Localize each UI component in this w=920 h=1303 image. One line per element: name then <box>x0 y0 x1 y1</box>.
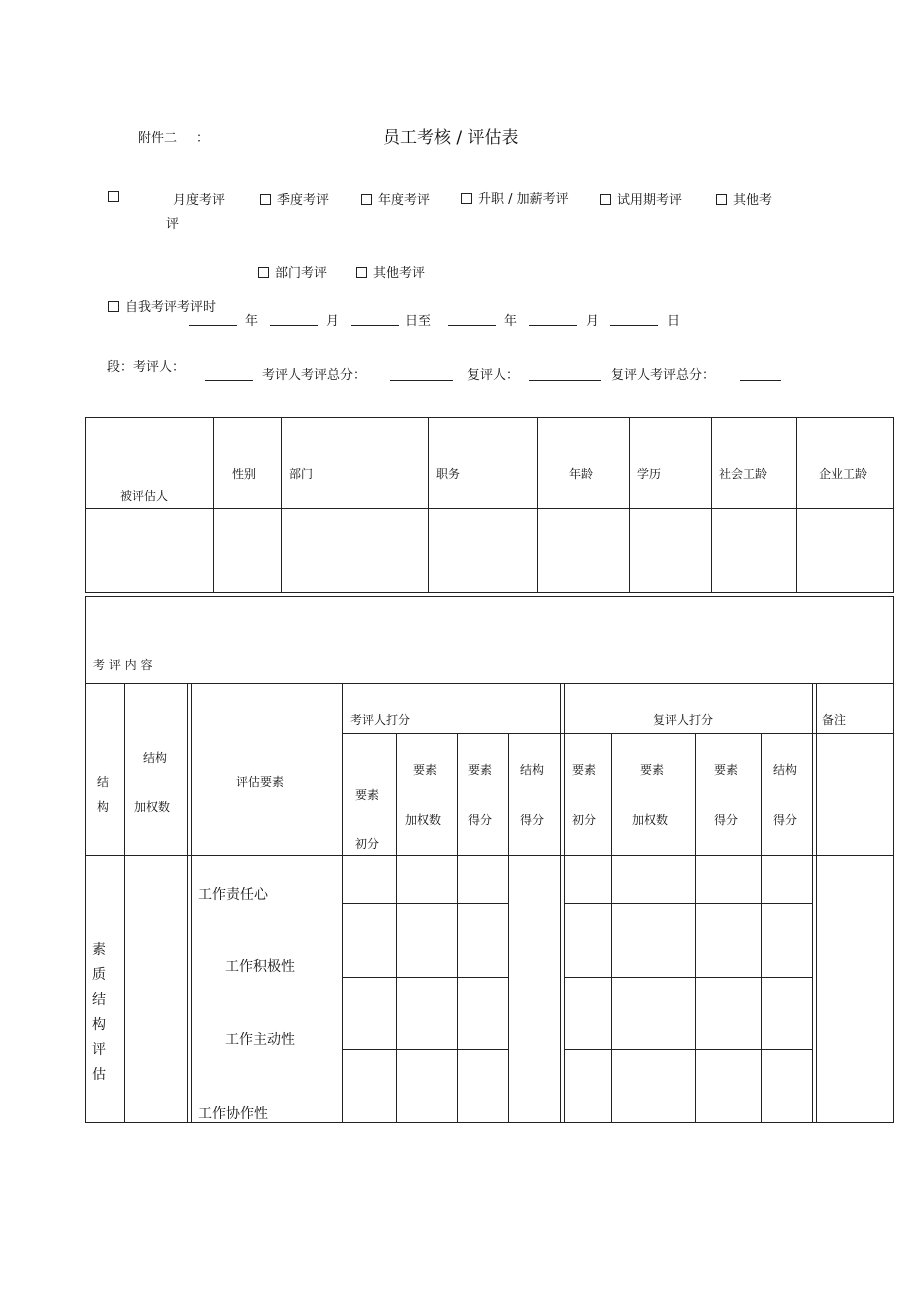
factor-enthusiasm: 工作积极性 <box>225 959 295 975</box>
review-type-self[interactable] <box>108 296 216 315</box>
structure-label-2: 构 <box>97 800 110 814</box>
end-day-label: 日 <box>667 314 681 329</box>
rater-col3-b: 得分 <box>468 813 493 827</box>
recheck-field[interactable] <box>529 380 601 381</box>
review-type-other2-label: 其他考评 <box>373 266 426 281</box>
checkbox-icon <box>361 194 372 205</box>
checkbox-icon <box>461 193 472 204</box>
checkbox-icon <box>356 267 367 278</box>
rater-score-header: 考评人打分 <box>350 713 411 727</box>
factors-header: 评估要素 <box>236 775 285 789</box>
col-company-seniority: 企业工龄 <box>819 467 868 481</box>
review-type-promotion-label: 升职 / 加薪考评 <box>478 192 569 207</box>
start-year-field[interactable] <box>189 325 237 326</box>
review-type-yearly-label: 年度考评 <box>378 193 431 208</box>
reviewer-col3-a: 要素 <box>714 763 739 777</box>
reviewer-col4-a: 结构 <box>773 763 798 777</box>
review-type-other[interactable] <box>716 189 772 208</box>
review-type-promotion[interactable] <box>461 188 569 207</box>
rater-col4-b: 得分 <box>520 813 545 827</box>
col-gender: 性别 <box>232 467 257 481</box>
review-type-department-label: 部门考评 <box>275 266 328 281</box>
checkbox-icon <box>600 194 611 205</box>
weight-label-2: 加权数 <box>134 800 171 814</box>
review-type-monthly: 月度考评 <box>173 193 226 208</box>
start-year-label: 年 <box>245 314 259 329</box>
checkbox-icon <box>258 267 269 278</box>
review-type-quarterly-label: 季度考评 <box>277 193 330 208</box>
start-day-field[interactable] <box>351 325 399 326</box>
checkbox-icon <box>260 194 271 205</box>
category-char: 质 <box>92 967 106 983</box>
reviewer-col2-a: 要素 <box>640 763 665 777</box>
category-char: 素 <box>92 942 106 958</box>
rater-col2-b: 加权数 <box>405 813 442 827</box>
rater-col2-a: 要素 <box>413 763 438 777</box>
end-month-field[interactable] <box>529 325 577 326</box>
weight-label-1: 结构 <box>143 751 168 765</box>
end-year-field[interactable] <box>448 325 496 326</box>
rater-col1-b: 初分 <box>355 837 380 851</box>
review-type-probation-label: 试用期考评 <box>617 193 683 208</box>
end-year-label: 年 <box>504 314 518 329</box>
category-char: 评 <box>92 1042 106 1058</box>
end-month-label: 月 <box>586 314 600 329</box>
checkbox-monthly[interactable] <box>108 190 125 205</box>
page-title: 员工考核 / 评估表 <box>383 128 519 148</box>
content-title: 考 评 内 容 <box>93 658 153 672</box>
start-day-label: 日至 <box>405 314 432 329</box>
attachment-label: 附件二 <box>138 131 178 146</box>
factor-initiative: 工作主动性 <box>225 1032 295 1048</box>
reviewer-col4-b: 得分 <box>773 813 798 827</box>
category-label <box>89 938 109 1088</box>
review-type-yearly[interactable] <box>361 189 430 208</box>
col-social-seniority: 社会工龄 <box>719 467 768 481</box>
review-type-self-label: 自我考评考评时 <box>125 300 217 315</box>
category-char: 构 <box>92 1017 106 1033</box>
start-month-label: 月 <box>326 314 340 329</box>
col-department: 部门 <box>289 467 314 481</box>
checkbox-icon <box>108 191 119 202</box>
review-type-department[interactable] <box>258 262 327 281</box>
start-month-field[interactable] <box>270 325 318 326</box>
rater-score-label: 考评人考评总分： <box>262 368 367 383</box>
structure-label-1: 结 <box>97 775 110 789</box>
reviewer-col3-b: 得分 <box>714 813 739 827</box>
rater-col3-a: 要素 <box>468 763 493 777</box>
reviewer-score-header: 复评人打分 <box>653 713 714 727</box>
recheck-score-label: 复评人考评总分： <box>611 368 716 383</box>
reviewer-col1-a: 要素 <box>572 763 597 777</box>
rater-col1-a: 要素 <box>355 788 380 802</box>
category-char: 结 <box>92 992 106 1008</box>
reviewer-col1-b: 初分 <box>572 813 597 827</box>
col-position: 职务 <box>436 467 461 481</box>
category-char: 估 <box>92 1067 106 1083</box>
review-type-probation[interactable] <box>600 189 682 208</box>
col-evaluatee: 被评估人 <box>120 489 169 503</box>
checkbox-icon <box>108 301 119 312</box>
end-day-field[interactable] <box>610 325 658 326</box>
col-age: 年龄 <box>569 467 594 481</box>
factor-responsibility: 工作责任心 <box>198 887 268 903</box>
recheck-label: 复评人： <box>467 368 520 383</box>
reviewer-col2-b: 加权数 <box>632 813 669 827</box>
rater-field[interactable] <box>205 380 253 381</box>
review-type-quarterly[interactable] <box>260 189 329 208</box>
rater-score-field[interactable] <box>390 380 453 381</box>
checkbox-icon <box>716 194 727 205</box>
factor-cooperation: 工作协作性 <box>198 1106 268 1122</box>
review-type-other-label: 其他考 <box>733 193 773 208</box>
remarks-header: 备注 <box>822 713 847 727</box>
col-education: 学历 <box>637 467 662 481</box>
rater-col4-a: 结构 <box>520 763 545 777</box>
review-type-other2[interactable] <box>356 262 425 281</box>
attachment-colon: ： <box>196 131 210 146</box>
rater-label: 段：考评人： <box>107 360 186 375</box>
recheck-score-field[interactable] <box>740 380 781 381</box>
review-type-wrap: 评 <box>166 217 180 232</box>
